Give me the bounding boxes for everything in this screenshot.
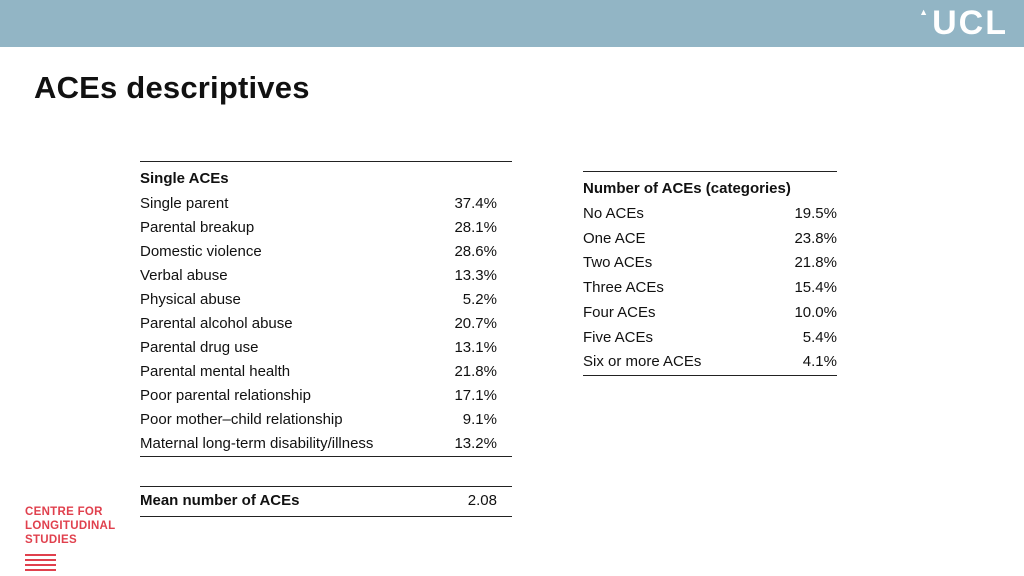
ace-categories-table-body	[583, 202, 837, 376]
ucl-logo-text: UCL	[932, 4, 1008, 42]
row-value: 13.2%	[454, 435, 497, 452]
table-row	[140, 432, 512, 456]
cls-logo-line: LONGITUDINAL	[25, 520, 116, 532]
row-label: Parental mental health	[140, 363, 291, 380]
single-aces-table-body	[140, 192, 512, 457]
table-row	[583, 326, 837, 351]
header-bar	[0, 0, 1024, 47]
row-label: Maternal long-term disability/illness	[140, 435, 374, 452]
table-row	[583, 276, 837, 301]
cls-logo	[25, 505, 115, 574]
row-value: 4.1%	[802, 353, 837, 371]
row-label: Three ACEs	[583, 279, 664, 297]
table-row	[140, 336, 512, 360]
row-value: 23.8%	[794, 229, 837, 247]
row-label: Two ACEs	[583, 254, 653, 272]
row-label: Mean number of ACEs	[140, 492, 300, 509]
row-label: Five ACEs	[583, 328, 654, 346]
table-row	[583, 227, 837, 252]
row-label: Four ACEs	[583, 303, 656, 321]
row-value: 17.1%	[454, 387, 497, 404]
table-row	[140, 216, 512, 240]
table-row	[140, 408, 512, 432]
cls-logo-rules-icon	[25, 554, 115, 571]
cls-logo-line: STUDIES	[25, 534, 77, 546]
row-value: 15.4%	[794, 279, 837, 297]
row-label: Parental alcohol abuse	[140, 315, 293, 332]
row-value: 10.0%	[794, 303, 837, 321]
mean-aces-row	[140, 486, 512, 517]
single-aces-table	[140, 161, 512, 517]
table-row	[583, 350, 837, 375]
row-value: 2.08	[467, 492, 497, 509]
table-row	[140, 288, 512, 312]
row-value: 9.1%	[462, 411, 497, 428]
page-title: ACEs descriptives	[34, 70, 310, 105]
ace-categories-table	[583, 171, 837, 376]
ucl-flag-icon: ▲	[919, 7, 929, 17]
cls-logo-line: CENTRE FOR	[25, 506, 103, 518]
table-row	[140, 240, 512, 264]
row-value: 28.1%	[454, 219, 497, 236]
ucl-logo	[919, 4, 1008, 43]
table-row	[140, 384, 512, 408]
single-aces-table-header: Single ACEs	[140, 170, 229, 187]
ace-categories-table-header: Number of ACEs (categories)	[583, 180, 791, 197]
row-label: No ACEs	[583, 205, 644, 222]
table-row	[140, 192, 512, 216]
row-label: Verbal abuse	[140, 267, 228, 284]
row-value: 13.3%	[454, 267, 497, 284]
row-label: Poor mother–child relationship	[140, 411, 343, 428]
row-label: Physical abuse	[140, 291, 241, 308]
row-label: One ACE	[583, 229, 646, 247]
table-row	[140, 264, 512, 288]
row-label: Parental drug use	[140, 339, 259, 356]
row-label: Parental breakup	[140, 219, 255, 236]
row-label: Domestic violence	[140, 243, 262, 260]
table-row	[140, 491, 512, 511]
row-value: 21.8%	[794, 254, 837, 272]
row-value: 28.6%	[454, 243, 497, 260]
row-label: Six or more ACEs	[583, 353, 702, 371]
table-row	[583, 251, 837, 276]
table-row	[140, 360, 512, 384]
table-row	[140, 312, 512, 336]
row-value: 19.5%	[794, 205, 837, 222]
row-value: 37.4%	[454, 195, 497, 212]
table-row	[583, 202, 837, 227]
row-value: 21.8%	[454, 363, 497, 380]
row-value: 13.1%	[454, 339, 497, 356]
row-value: 5.4%	[802, 328, 837, 346]
row-value: 5.2%	[462, 291, 497, 308]
row-label: Poor parental relationship	[140, 387, 311, 404]
row-value: 20.7%	[454, 315, 497, 332]
row-label: Single parent	[140, 195, 229, 212]
table-row	[583, 301, 837, 326]
